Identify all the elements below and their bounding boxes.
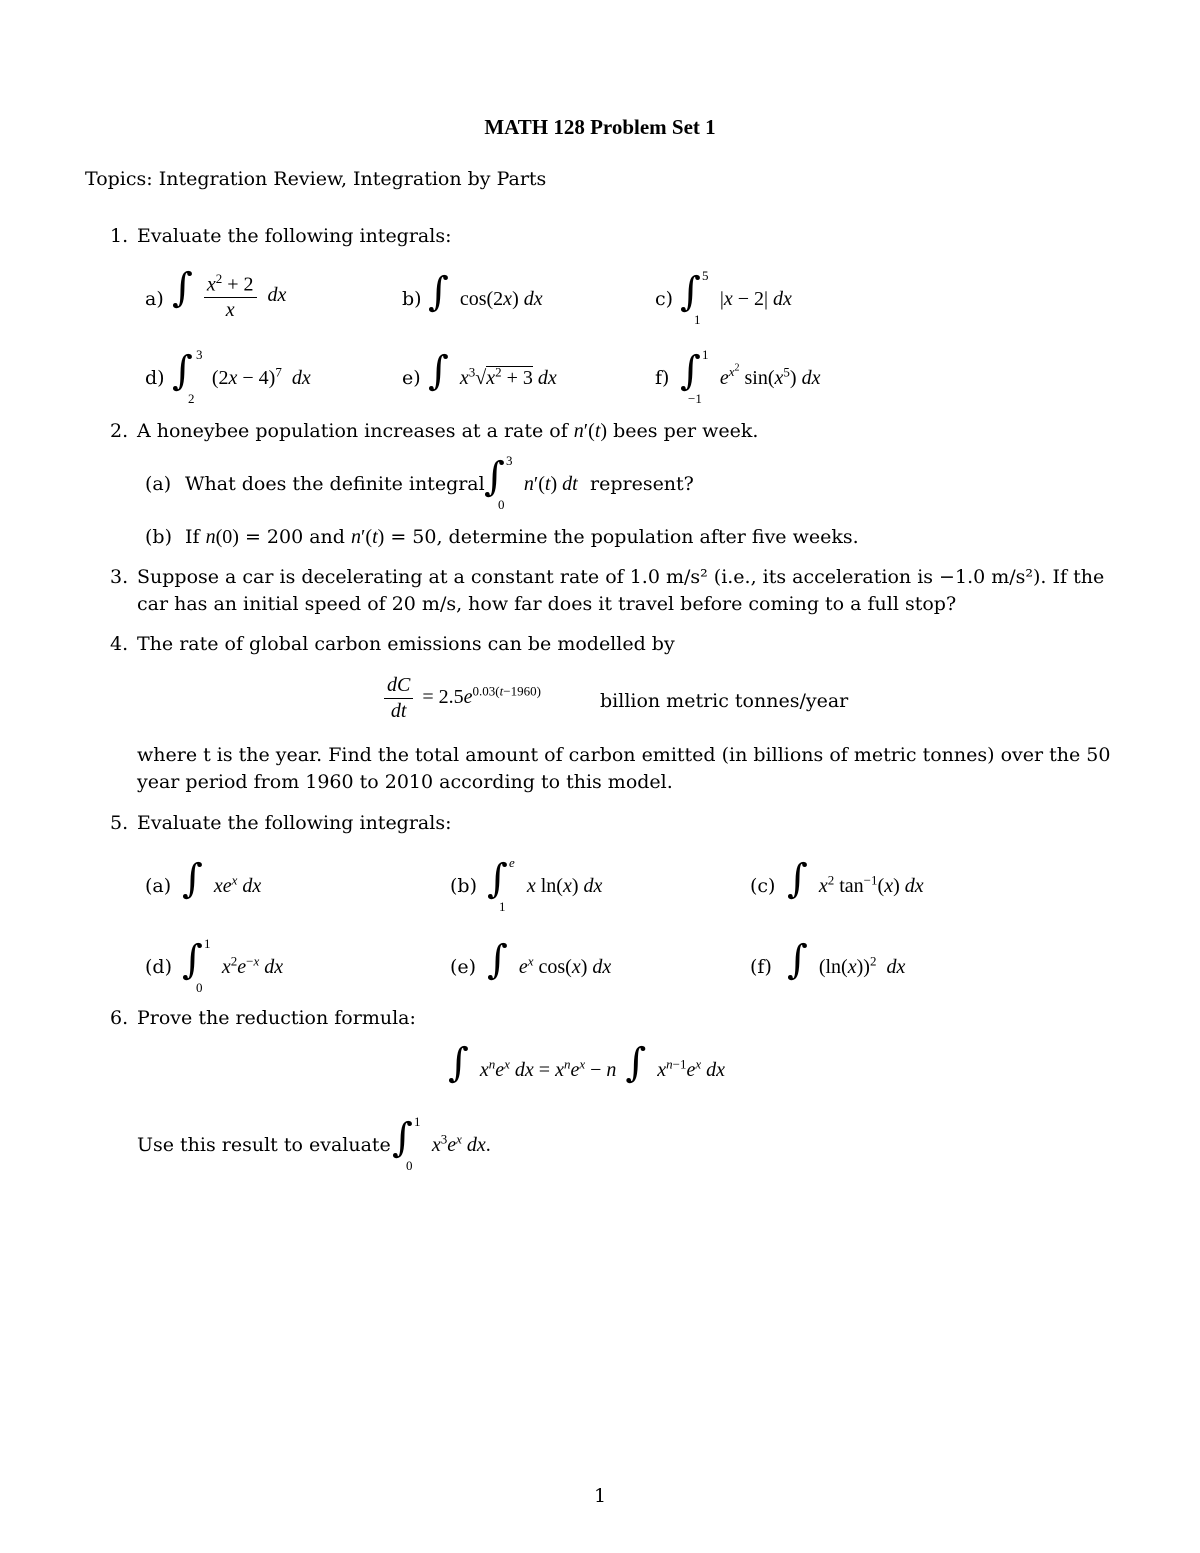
problem-1e-integral: ∫ $x^3√x^2 + 3$ dx — [428, 348, 557, 394]
problem-4-line-2: year period from 1960 to 2010 according to this model. — [137, 771, 673, 793]
problem-1-number: 1. — [110, 225, 129, 247]
problem-1b-label: b) — [402, 288, 422, 310]
problem-1a-label: a) — [145, 288, 164, 310]
problem-2b-label: (b) — [145, 526, 172, 548]
problem-2b-pre: If — [185, 526, 200, 548]
problem-5d-integral: ∫ 1 0 $x^2e^{-x}$ dx — [182, 936, 284, 995]
problem-1f-integral: ∫ 1 −1 $e^{x^2}$ $\sin(x^5)$ dx — [680, 347, 821, 406]
problem-6-evaluate-integral: ∫ 1 0 $x^3e^x$ dx. — [392, 1114, 491, 1173]
problem-1d-integral: ∫ 3 2 $(2x - 4)^7$ dx — [172, 347, 311, 406]
problem-6-use-text: Use this result to evaluate — [137, 1134, 391, 1156]
problem-6-text: Prove the reduction formula: — [137, 1007, 416, 1029]
problem-5c-label: (c) — [750, 875, 776, 897]
problem-4-text: The rate of global carbon emissions can be modelled by — [137, 633, 675, 655]
problem-5d-label: (d) — [145, 956, 172, 978]
problem-2a-label: (a) — [145, 473, 172, 495]
problem-4-number: 4. — [110, 633, 129, 655]
problem-4-equation: $\frac{dC}{dt}$ = $2.5e^{0.03(t-1960)}$ — [384, 674, 541, 723]
problem-2b-nprime: n′(t) — [351, 526, 385, 548]
problem-5-number: 5. — [110, 812, 129, 834]
problem-1c-label: c) — [655, 288, 674, 310]
problem-2b-text — [185, 525, 859, 549]
problem-2b-n0: n(0) — [205, 526, 239, 548]
problem-2-rate: n′(t) — [573, 420, 608, 442]
topics-line: Topics: Integration Review, Integration by Parts — [85, 168, 547, 190]
problem-1e-label: e) — [402, 367, 421, 389]
problem-1b-integral: ∫ cos(2x) dx — [428, 269, 543, 315]
problem-1d-label: d) — [145, 367, 165, 389]
problem-2a-integral: ∫ 3 0 n′(t) dt — [484, 453, 578, 512]
problem-5a-label: (a) — [145, 875, 172, 897]
problem-5-text: Evaluate the following integrals: — [137, 812, 452, 834]
problem-2-text-pre: A honeybee population increases at a rate of — [137, 420, 568, 442]
problem-1c-integral: ∫ 5 1 |x − 2| dx — [680, 268, 792, 327]
problem-3-line-1: Suppose a car is decelerating at a constant rate of 1.0 m/s² (i.e., its acceleration is −1.0 m/s²). If the — [137, 566, 1105, 588]
problem-5e-label: (e) — [450, 956, 477, 978]
problem-2a-text: What does the definite integral — [185, 473, 485, 495]
problem-4-line-1: where t is the year. Find the total amount of carbon emitted (in billions of metric tonnes) over the 50 — [137, 744, 1111, 766]
problem-2b-mid2: = 50, determine the population after five weeks. — [390, 526, 859, 548]
problem-5a-integral: ∫ $xe^x$ dx — [182, 856, 262, 902]
problem-2a-text-post: represent? — [590, 473, 694, 495]
problem-3-line-2: car has an initial speed of 20 m/s, how far does it travel before coming to a full stop? — [137, 593, 957, 615]
problem-1f-label: f) — [655, 367, 670, 389]
problem-5f-label: (f) — [750, 956, 772, 978]
problem-5e-integral: ∫ $e^x$ cos(x) dx — [487, 937, 612, 983]
problem-2-text — [137, 419, 758, 443]
problem-2-text-post: bees per week. — [613, 420, 759, 442]
problem-1a-integral: ∫ $\frac{x^2 + 2}{x}$ dx — [172, 265, 287, 322]
problem-3-number: 3. — [110, 566, 129, 588]
page-number: 1 — [593, 1485, 607, 1507]
problem-5f-integral: ∫ $(\ln(x))^2$ dx — [787, 937, 906, 983]
problem-4-units: billion metric tonnes/year — [600, 690, 849, 712]
problem-5c-integral: ∫ $x^2$ $\tan^{-1}(x)$ dx — [787, 856, 924, 902]
problem-5b-label: (b) — [450, 875, 477, 897]
problem-6-reduction-formula: ∫ $x^ne^x$ dx = $x^ne^x - n$ ∫ $x^{n-1}e^x$ dx — [448, 1040, 726, 1086]
problem-2-number: 2. — [110, 420, 129, 442]
problem-1-text: Evaluate the following integrals: — [137, 225, 452, 247]
problem-2b-mid1: = 200 and — [244, 526, 345, 548]
problem-6-number: 6. — [110, 1007, 129, 1029]
page-title: MATH 128 Problem Set 1 — [484, 115, 716, 139]
problem-5b-integral: ∫ e 1 x ln(x) dx — [487, 855, 603, 914]
